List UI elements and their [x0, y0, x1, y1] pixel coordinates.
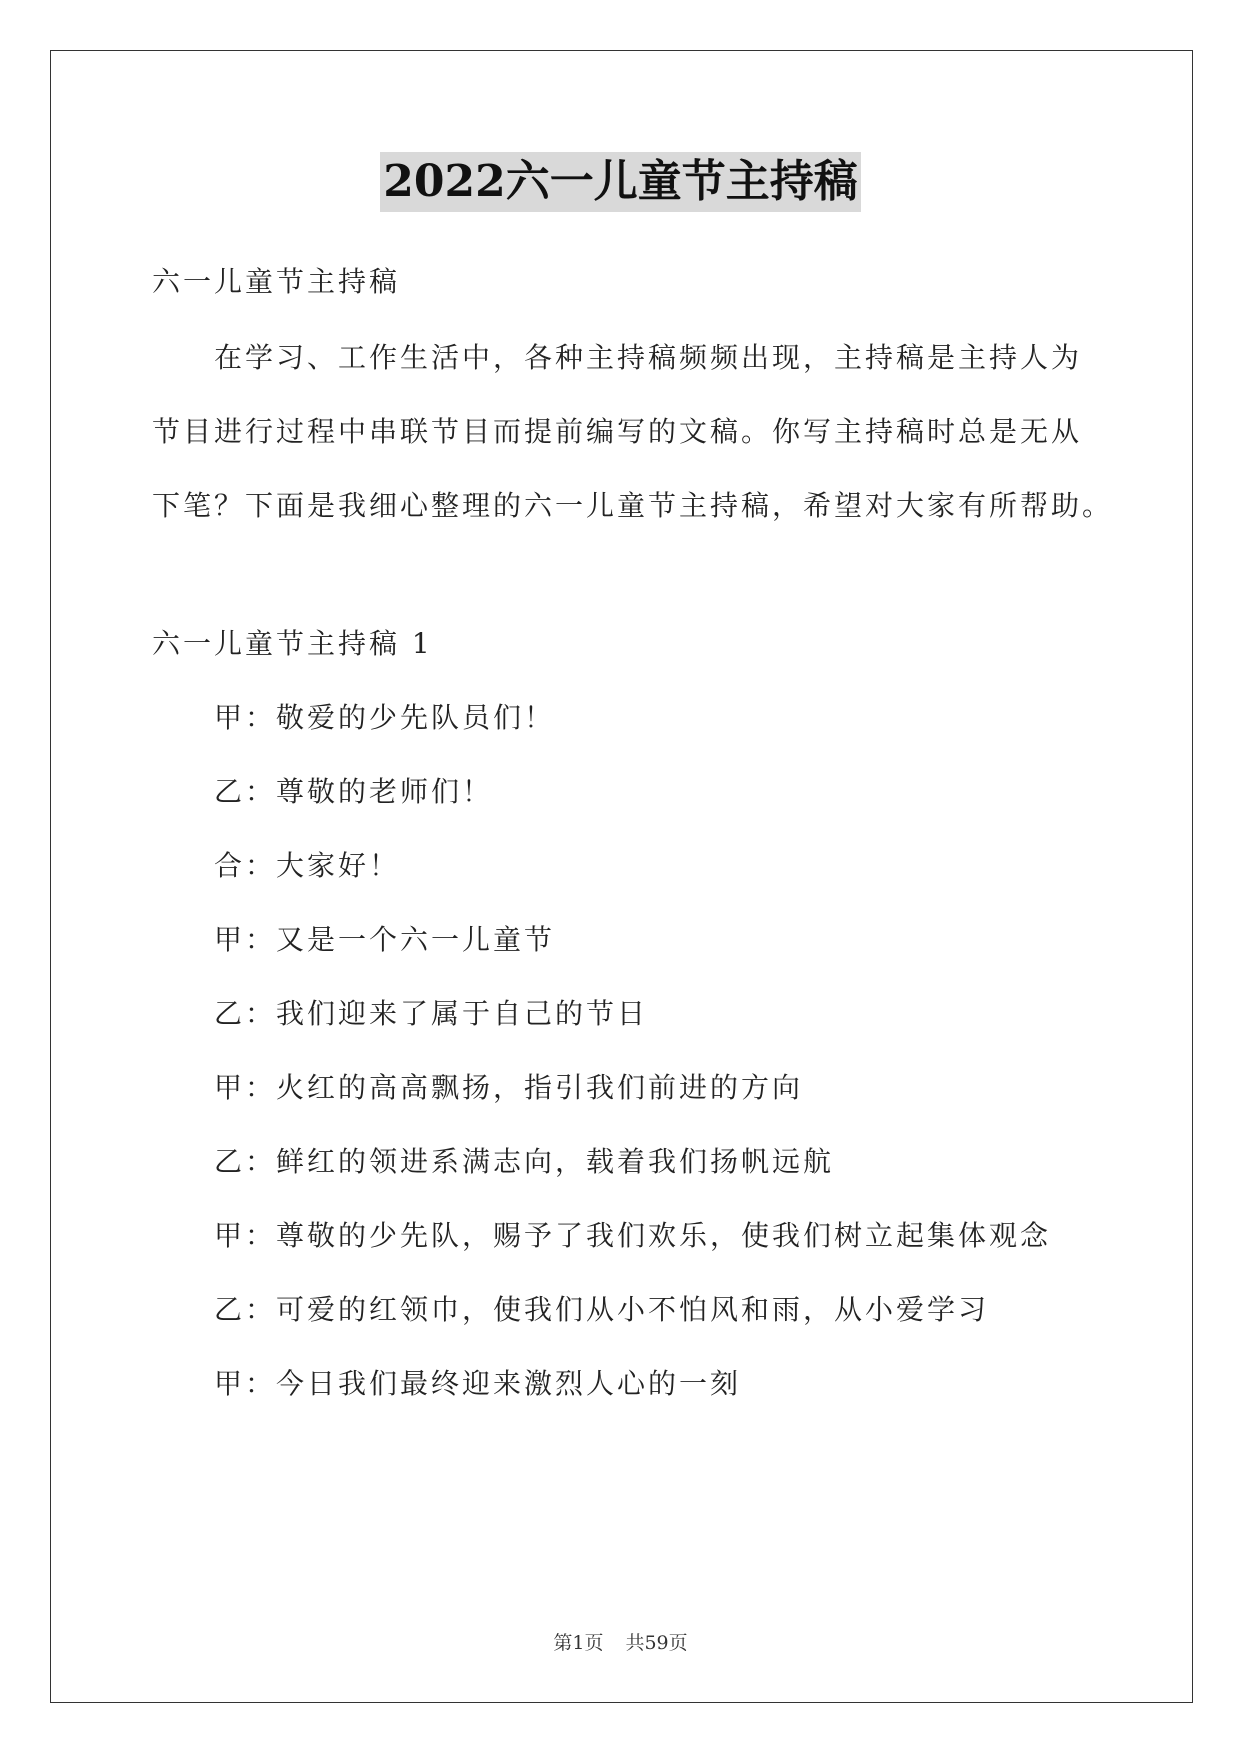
page-total: 共59页	[625, 1632, 688, 1654]
dialogue-line: 乙：尊敬的老师们！	[214, 775, 494, 808]
dialogue-line: 甲：又是一个六一儿童节	[214, 923, 556, 956]
dialogue-line: 甲：火红的高高飘扬，指引我们前进的方向	[214, 1071, 804, 1104]
document-title: 2022六一儿童节主持稿	[380, 152, 860, 212]
page-footer	[0, 1628, 1241, 1655]
title-wrapper	[0, 152, 1241, 212]
dialogue-line: 甲：敬爱的少先队员们！	[214, 701, 556, 734]
subtitle: 六一儿童节主持稿	[152, 265, 401, 298]
intro-line-1: 在学习、工作生活中，各种主持稿频频出现，主持稿是主持人为	[214, 341, 1083, 374]
dialogue-line: 合：大家好！	[214, 849, 401, 882]
dialogue-line: 乙：鲜红的领进系满志向，载着我们扬帆远航	[214, 1145, 835, 1178]
intro-line-2: 节目进行过程中串联节目而提前编写的文稿。你写主持稿时总是无从	[152, 415, 1083, 448]
dialogue-line: 甲：今日我们最终迎来激烈人心的一刻	[214, 1367, 742, 1400]
page-number: 第1页	[553, 1632, 604, 1654]
intro-line-3: 下笔？下面是我细心整理的六一儿童节主持稿，希望对大家有所帮助。	[152, 489, 1114, 522]
dialogue-line: 乙：可爱的红领巾，使我们从小不怕风和雨，从小爱学习	[214, 1293, 990, 1326]
dialogue-line: 甲：尊敬的少先队，赐予了我们欢乐，使我们树立起集体观念	[214, 1219, 1052, 1252]
dialogue-line: 乙：我们迎来了属于自己的节日	[214, 997, 649, 1030]
section-heading: 六一儿童节主持稿 1	[152, 627, 433, 660]
